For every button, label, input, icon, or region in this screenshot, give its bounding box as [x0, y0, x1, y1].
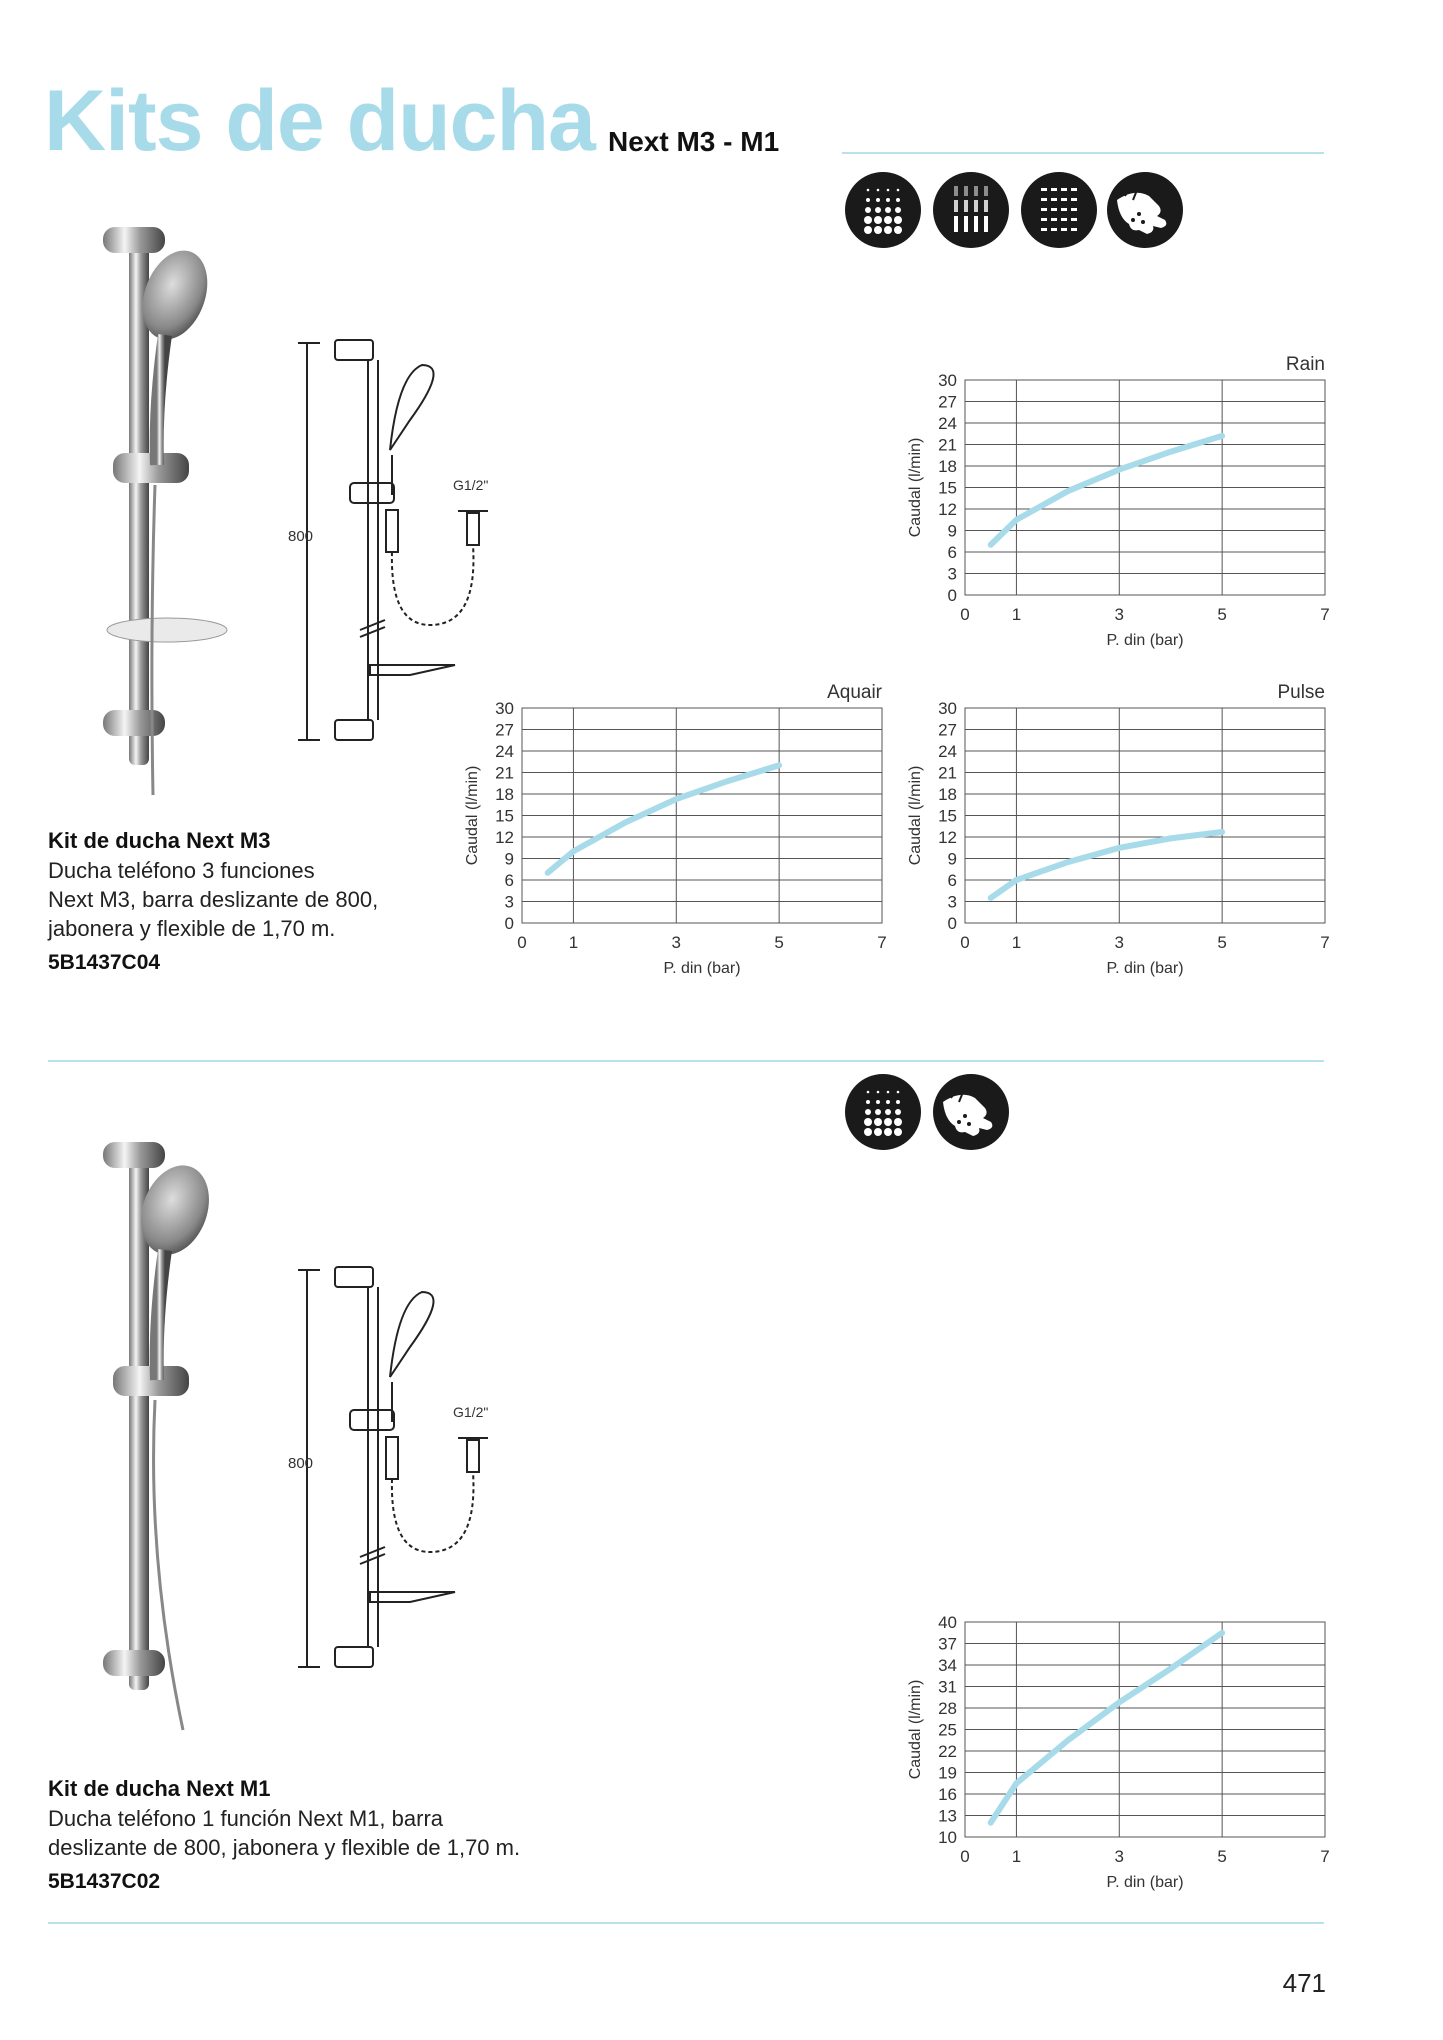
- y-tick-label: 3: [947, 892, 957, 912]
- header-rule: [842, 152, 1324, 154]
- description-line: jabonera y flexible de 1,70 m.: [48, 916, 336, 941]
- x-axis-label: P. din (bar): [1106, 960, 1184, 977]
- x-tick-label: 7: [1320, 933, 1330, 952]
- x-tick-label: 5: [1217, 933, 1227, 952]
- drawing-height-label: 800: [288, 1455, 314, 1472]
- page-title: Kits de ducha: [44, 73, 595, 169]
- y-tick-label: 27: [495, 720, 514, 740]
- y-tick-label: 18: [495, 785, 514, 804]
- y-tick-label: 0: [504, 914, 514, 933]
- y-tick-label: 16: [938, 1785, 957, 1804]
- technical-drawing-next-m1: [290, 1262, 520, 1677]
- product-code-next-m3: 5B1437C04: [48, 951, 161, 974]
- series-subtitle: Next M3 - M1: [608, 126, 780, 157]
- x-tick-label: 7: [1320, 605, 1330, 624]
- x-tick-label: 7: [1320, 1847, 1330, 1866]
- description-line: Ducha teléfono 1 función Next M1, barra: [48, 1806, 444, 1831]
- description-line: Next M3, barra deslizante de 800,: [48, 887, 379, 912]
- product-name-next-m3: Kit de ducha Next M3: [48, 828, 271, 853]
- shower-kit-photo-svg: [95, 215, 265, 805]
- y-tick-label: 9: [947, 849, 957, 869]
- chart-rain: [890, 350, 1335, 660]
- y-tick-label: 13: [938, 1806, 957, 1826]
- y-axis-label: Caudal (l/min): [907, 437, 924, 538]
- chart-title: Rain: [1285, 354, 1325, 375]
- flow-curve: [991, 832, 1222, 898]
- x-tick-label: 0: [517, 933, 527, 952]
- x-axis-label: P. din (bar): [1106, 632, 1184, 649]
- x-tick-label: 5: [774, 933, 784, 952]
- y-tick-label: 40: [938, 1613, 957, 1632]
- rain-spray-icon: [845, 172, 921, 248]
- product-description-next-m1: [48, 1804, 520, 1862]
- y-tick-label: 28: [938, 1699, 957, 1718]
- x-tick-label: 1: [1011, 933, 1022, 952]
- description-line: Ducha teléfono 3 funciones: [48, 858, 315, 883]
- product-name-next-m1: Kit de ducha Next M1: [48, 1776, 271, 1801]
- y-tick-label: 15: [938, 806, 957, 826]
- y-tick-label: 27: [938, 720, 957, 740]
- y-tick-label: 22: [938, 1742, 957, 1761]
- y-tick-label: 24: [938, 414, 957, 433]
- y-tick-label: 30: [495, 699, 514, 718]
- hand-change-icon: [1107, 172, 1183, 248]
- x-tick-label: 3: [671, 933, 682, 952]
- section-divider: [48, 1060, 1324, 1062]
- y-tick-label: 19: [938, 1763, 957, 1783]
- product-photo-next-m3: [95, 215, 265, 805]
- x-tick-label: 0: [960, 605, 970, 624]
- chart-pulse: [890, 678, 1335, 988]
- description-line: deslizante de 800, jabonera y flexible de 1,70 m.: [48, 1835, 521, 1860]
- y-tick-label: 10: [938, 1828, 957, 1847]
- function-icons-svg: [843, 170, 1183, 250]
- y-tick-label: 18: [938, 457, 957, 476]
- chart-title: Aquair: [827, 682, 882, 703]
- y-tick-label: 6: [504, 871, 514, 890]
- chart-next-m1: [890, 1592, 1335, 1902]
- footer-rule: [48, 1922, 1324, 1924]
- x-tick-label: 1: [1011, 605, 1022, 624]
- y-tick-label: 31: [938, 1677, 957, 1697]
- pulse-spray-icon: [1021, 172, 1097, 248]
- function-icons-m1: [843, 1072, 1013, 1152]
- y-axis-label: Caudal (l/min): [464, 765, 481, 866]
- drawing-connector-label: G1/2": [453, 477, 489, 493]
- chart-aquair: [447, 678, 892, 988]
- shower-kit-photo-svg: [95, 1130, 265, 1740]
- y-tick-label: 3: [504, 892, 514, 912]
- y-tick-label: 34: [938, 1656, 957, 1675]
- x-tick-label: 1: [568, 933, 579, 952]
- y-tick-label: 24: [495, 742, 514, 761]
- page-number: 471: [1282, 1968, 1326, 1998]
- y-tick-label: 21: [938, 763, 957, 783]
- y-tick-label: 12: [938, 828, 957, 847]
- drawing-height-label: 800: [288, 528, 314, 545]
- y-tick-label: 15: [938, 478, 957, 498]
- y-tick-label: 9: [504, 849, 514, 869]
- y-tick-label: 12: [495, 828, 514, 847]
- drawing-connector-label: G1/2": [453, 1404, 489, 1420]
- y-tick-label: 12: [938, 500, 957, 519]
- technical-drawing-svg: [290, 1262, 520, 1677]
- x-axis-label: P. din (bar): [1106, 1874, 1184, 1891]
- x-tick-label: 3: [1114, 605, 1125, 624]
- product-description-next-m3: [48, 856, 378, 943]
- hand-change-icon: [933, 1074, 1009, 1150]
- y-tick-label: 6: [947, 543, 957, 562]
- y-tick-label: 6: [947, 871, 957, 890]
- y-tick-label: 30: [938, 371, 957, 390]
- y-tick-label: 0: [947, 914, 957, 933]
- aquair-spray-icon: [933, 172, 1009, 248]
- product-photo-next-m1: [95, 1130, 265, 1740]
- chart-title: Pulse: [1277, 682, 1325, 703]
- y-tick-label: 0: [947, 586, 957, 605]
- x-tick-label: 5: [1217, 605, 1227, 624]
- flow-curve: [991, 436, 1222, 545]
- x-tick-label: 5: [1217, 1847, 1227, 1866]
- y-tick-label: 25: [938, 1720, 957, 1740]
- x-tick-label: 7: [877, 933, 887, 952]
- product-code-next-m1: 5B1437C02: [48, 1870, 161, 1893]
- y-tick-label: 30: [938, 699, 957, 718]
- y-tick-label: 3: [947, 564, 957, 584]
- function-icons-m3: [843, 170, 1183, 250]
- y-tick-label: 15: [495, 806, 514, 826]
- y-axis-label: Caudal (l/min): [907, 765, 924, 866]
- x-axis-label: P. din (bar): [663, 960, 741, 977]
- flow-curve: [548, 765, 779, 873]
- x-tick-label: 0: [960, 1847, 970, 1866]
- y-tick-label: 18: [938, 785, 957, 804]
- y-tick-label: 21: [938, 435, 957, 455]
- x-tick-label: 1: [1011, 1847, 1022, 1866]
- y-tick-label: 37: [938, 1634, 957, 1654]
- x-tick-label: 0: [960, 933, 970, 952]
- y-tick-label: 21: [495, 763, 514, 783]
- x-tick-label: 3: [1114, 1847, 1125, 1866]
- rain-spray-icon: [845, 1074, 921, 1150]
- y-axis-label: Caudal (l/min): [907, 1679, 924, 1780]
- y-tick-label: 9: [947, 521, 957, 541]
- function-icons-svg: [843, 1072, 1013, 1152]
- x-tick-label: 3: [1114, 933, 1125, 952]
- y-tick-label: 27: [938, 392, 957, 412]
- y-tick-label: 24: [938, 742, 957, 761]
